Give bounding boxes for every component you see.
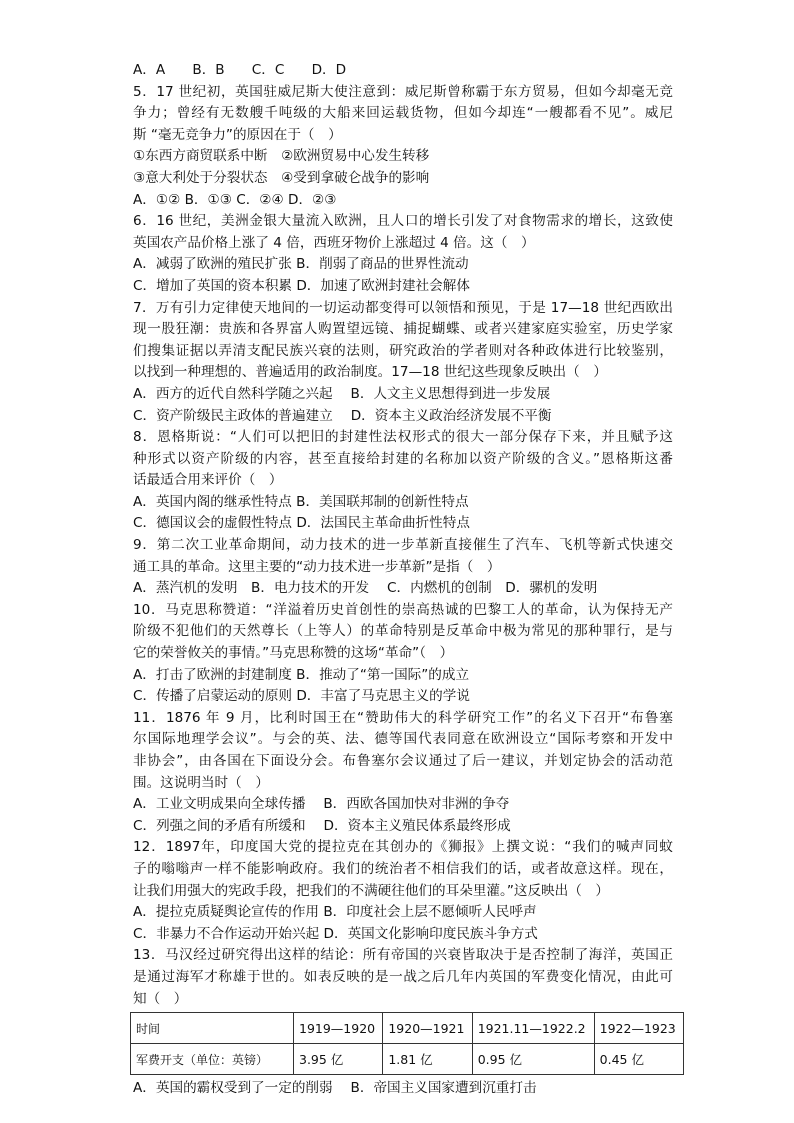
table-header-row: [131, 1013, 684, 1044]
question-8-stem-line-3: 话最适合用来评价（ ）: [133, 472, 283, 489]
question-12-options-line-2: C．非暴力不合作运动开始兴起 D．英国文化影响印度民族斗争方式: [133, 925, 538, 942]
question-7-stem-line-3: 们搜集证据以弄清支配民族兴衰的法则，研究政治的学者则对各种政体进行比较鉴别，: [133, 342, 673, 359]
question-6-options-line-2: C．增加了英国的资本积累 D．加速了欧洲封建社会解体: [133, 277, 470, 294]
question-13: [133, 945, 676, 1099]
table-cell: 0.95 亿: [472, 1044, 594, 1075]
question-10: [133, 600, 673, 708]
question-6-stem-line-2: 英国农产品价格上涨了 4 倍，西班牙物价上涨超过 4 倍。这（ ）: [133, 234, 535, 251]
table-cell: 1.81 亿: [383, 1044, 472, 1075]
question-8-options-line-2: C．德国议会的虚假性特点 D．法国民主革命曲折性特点: [133, 515, 470, 532]
table-cell: 0.45 亿: [594, 1044, 683, 1075]
question-9: [133, 535, 673, 600]
question-6-options-line-1: A．减弱了欧洲的殖民扩张 B．削弱了商品的世界性流动: [133, 256, 469, 273]
prev-question-options: A．A B．B C．C D．D: [133, 62, 347, 78]
table-cell: 3.95 亿: [294, 1044, 383, 1075]
question-9-stem-line-2: 通工具的革命。这里主要的“动力技术进一步革新”是指（ ）: [133, 558, 501, 575]
question-10-stem-line-3: 它的荣誉攸关的事情。”马克思称赞的这场“革命”（ ）: [133, 645, 454, 662]
table-header-cell: 1921.11—1922.2: [472, 1013, 594, 1044]
question-7: [133, 298, 673, 428]
question-7-stem-line-4: 以找到一种理想的、普遍适用的政治制度。17—18 世纪这些现象反映出（ ）: [133, 364, 607, 381]
table-row: [131, 1044, 684, 1075]
question-11-options-line-1: A．工业文明成果向全球传播 B．西欧各国加快对非洲的争夺: [133, 796, 510, 813]
question-9-options: A．蒸汽机的发明 B．电力技术的开发 C．内燃机的创制 D．骡机的发明: [133, 580, 598, 597]
table-cell: 军费开支（单位：英镑）: [131, 1044, 294, 1075]
question-13-stem-line-3: 知（ ）: [133, 990, 188, 1007]
question-8: [133, 427, 673, 535]
question-8-options-line-1: A．英国内阁的继承性特点 B．美国联邦制的创新性特点: [133, 493, 469, 510]
military-spending-table: [130, 1012, 684, 1075]
question-5-stem-line-2: 争力；曾经有无数艘千吨级的大船来回运载货物，但如今却连“一艘都看不见”。威尼: [133, 105, 673, 122]
question-7-options-line-1: A．西方的近代自然科学随之兴起 B．人文主义思想得到进一步发展: [133, 385, 551, 402]
question-12-options-line-1: A．提拉克质疑舆论宣传的作用 B．印度社会上层不愿倾听人民呼声: [133, 904, 537, 921]
table-header-cell: 1919—1920: [294, 1013, 383, 1044]
exam-page: [133, 60, 676, 1100]
question-7-stem-line-1: 7．万有引力定律使天地间的一切运动都变得可以领悟和预见，于是 17—18 世纪西欧出: [133, 299, 673, 316]
question-12-stem-line-1: 12．1897年，印度国大党的提拉克在其创办的《狮报》上撰文说：“我们的喊声同蚊: [133, 839, 673, 856]
table-header-cell: 1920—1921: [383, 1013, 472, 1044]
question-8-stem-line-1: 8．恩格斯说：“人们可以把旧的封建性法权形式的很大一部分保存下来，并且赋予这: [133, 429, 673, 446]
question-12-stem-line-2: 子的嗡嗡声一样不能影响政府。我们的统治者不相信我们的话，或者故意这样。现在，: [133, 860, 673, 877]
question-12-stem-line-3: 让我们用强大的宪政手段，把我们的不满硬往他们的耳朵里灌。”这反映出（ ）: [133, 882, 610, 899]
question-11: [133, 708, 673, 838]
question-10-options-line-1: A．打击了欧洲的封建制度 B．推动了“第一国际”的成立: [133, 666, 470, 683]
question-10-stem-line-1: 10．马克思称赞道：“洋溢着历史首创性的崇高热诚的巴黎工人的革命，认为保持无产: [133, 601, 673, 618]
question-12: [133, 837, 673, 945]
question-11-stem-line-3: 非协会”，由各国在下面设分会。布鲁塞尔会议通过了后一建议，并划定协会的活动范: [133, 753, 673, 769]
question-5-stem-line-3: 斯 “毫无竞争力”的原因在于（ ）: [133, 126, 342, 143]
question-11-stem-line-1: 11．1876 年 9 月，比利时国王在“赞助伟大的科学研究工作”的名义下召开“布鲁塞: [133, 709, 673, 726]
question-5-item-line-1: ①东西方商贸联系中断 ②欧洲贸易中心发生转移: [133, 148, 430, 165]
question-5: [133, 82, 673, 212]
question-11-stem-line-2: 尔国际地理学会议”。与会的英、法、德等国代表同意在欧洲设立“国际考察和开发中: [133, 731, 673, 748]
question-13-options: A．英国的霸权受到了一定的削弱 B．帝国主义国家遭到沉重打击: [133, 1080, 537, 1097]
question-11-options-line-2: C．列强之间的矛盾有所缓和 D．资本主义殖民体系最终形成: [133, 817, 511, 834]
question-5-stem-line-1: 5．17 世纪初，英国驻威尼斯大使注意到：威尼斯曾称霸于东方贸易，但如今却毫无竞: [133, 83, 673, 100]
question-5-options: A．①② B．①③ C．②④ D．②③: [133, 191, 337, 208]
question-7-options-line-2: C．资产阶级民主政体的普遍建立 D．资本主义政治经济发展不平衡: [133, 407, 552, 424]
table-header-cell: 1922—1923: [594, 1013, 683, 1044]
question-13-stem-line-1: 13．马汉经过研究得出这样的结论：所有帝国的兴衰皆取决于是否控制了海洋，英国正: [133, 947, 673, 964]
question-7-stem-line-2: 现一股狂潮：贵族和各界富人购置望远镜、捕捉蝴蝶、或者兴建家庭实验室，历史学家: [133, 321, 673, 338]
question-9-stem-line-1: 9．第二次工业革命期间，动力技术的进一步革新直接催生了汽车、飞机等新式快速交: [133, 537, 673, 554]
question-10-options-line-2: C．传播了启蒙运动的原则 D．丰富了马克思主义的学说: [133, 688, 470, 705]
question-5-item-line-2: ③意大利处于分裂状态 ④受到拿破仑战争的影响: [133, 169, 430, 186]
table-header-cell: 时间: [131, 1013, 294, 1044]
question-6-stem-line-1: 6．16 世纪，美洲金银大量流入欧洲，且人口的增长引发了对食物需求的增长，这致使: [133, 213, 673, 230]
question-11-stem-line-4: 围。这说明当时（ ）: [133, 774, 269, 791]
question-13-stem-line-2: 是通过海军才称雄于世的。如表反映的是一战之后几年内英国的军费变化情况，由此可: [133, 968, 673, 985]
question-6: [133, 211, 673, 297]
question-8-stem-line-2: 种形式以资产阶级的内容，甚至直接给封建的名称加以资产阶级的含义。”恩格斯这番: [133, 450, 673, 467]
question-10-stem-line-2: 阶级不犯他们的天然尊长（上等人）的革命特别是反革命中极为常见的那种罪行，是与: [133, 623, 673, 640]
